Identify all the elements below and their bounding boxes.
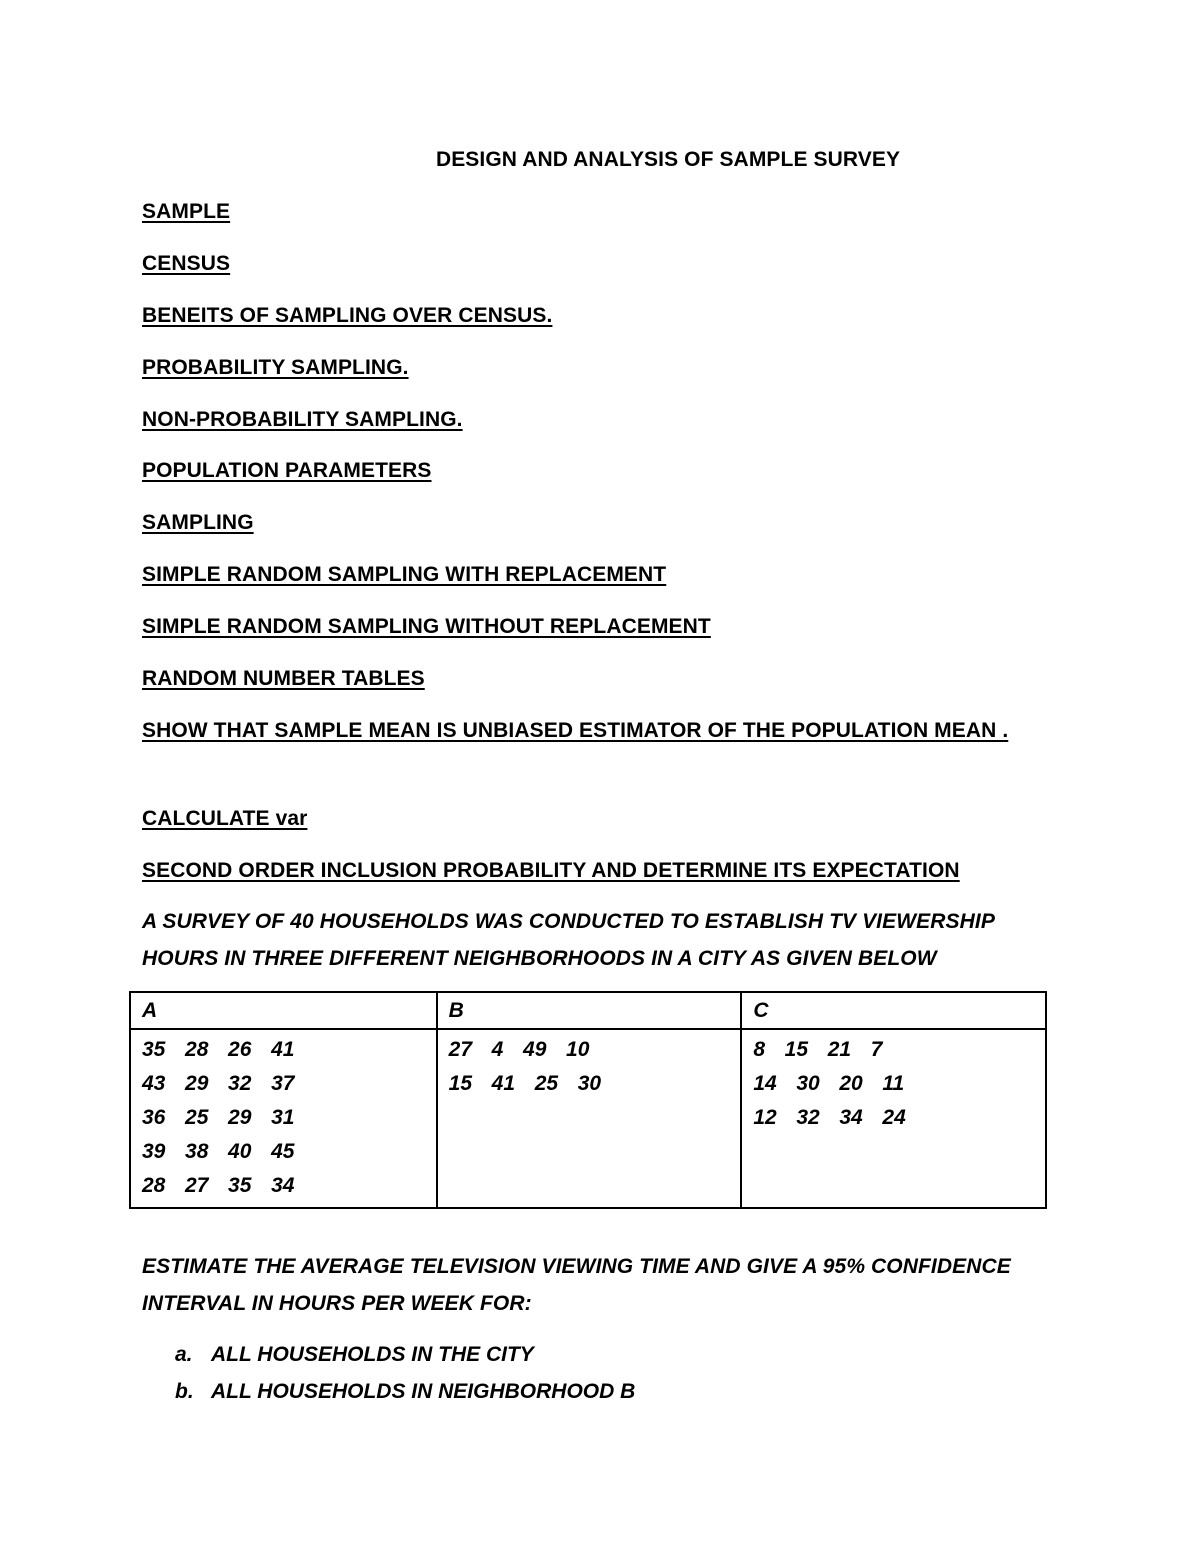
table-line: 27 4 49 10 (448, 1038, 590, 1061)
heading-probability-sampling: PROBABILITY SAMPLING. (142, 356, 409, 379)
heading-benefits: BENEITS OF SAMPLING OVER CENSUS. (142, 304, 553, 327)
list-marker: b. (175, 1380, 194, 1403)
table-cell-a (130, 1029, 437, 1208)
heading-srs-with-replacement: SIMPLE RANDOM SAMPLING WITH REPLACEMENT (142, 563, 667, 586)
table-line: 14 30 20 11 (753, 1072, 905, 1095)
table-header-row (130, 992, 1046, 1029)
table-header-b: B (437, 992, 742, 1029)
question-list (175, 1336, 635, 1410)
table-cell-c (741, 1029, 1046, 1208)
heading-srs-without-replacement: SIMPLE RANDOM SAMPLING WITHOUT REPLACEMENT (142, 615, 711, 638)
heading-census: CENSUS (142, 252, 231, 275)
list-item (175, 1373, 635, 1410)
list-item-text: ALL HOUSEHOLDS IN THE CITY (211, 1343, 534, 1366)
table-line: 15 41 25 30 (448, 1072, 602, 1095)
list-item-text: ALL HOUSEHOLDS IN NEIGHBORHOOD B (211, 1380, 636, 1403)
table-line: 36 25 29 31 (142, 1106, 295, 1129)
question-text: ESTIMATE THE AVERAGE TELEVISION VIEWING TIME AND GIVE A 95% CONFIDENCE INTERVAL IN HOURS PER WEEK FOR: (142, 1255, 1011, 1315)
table-header-c: C (741, 992, 1046, 1029)
table-line: 28 27 35 34 (142, 1174, 295, 1197)
viewership-table (129, 991, 1047, 1209)
heading-non-probability-sampling: NON-PROBABILITY SAMPLING. (142, 408, 463, 431)
heading-random-number-tables: RANDOM NUMBER TABLES (142, 667, 425, 690)
table-line: 12 32 34 24 (753, 1106, 906, 1129)
heading-sampling: SAMPLING (142, 511, 254, 534)
table-cell-b (437, 1029, 742, 1208)
heading-second-order-inclusion: SECOND ORDER INCLUSION PROBABILITY AND DETERMINE ITS EXPECTATION (142, 859, 960, 882)
table-header-a: A (130, 992, 437, 1029)
survey-description: A SURVEY OF 40 HOUSEHOLDS WAS CONDUCTED TO ESTABLISH TV VIEWERSHIP HOURS IN THREE DIFFERENT NEIGHBORHOODS IN A CITY AS GIVEN BELOW (142, 910, 995, 970)
heading-unbiased-estimator: SHOW THAT SAMPLE MEAN IS UNBIASED ESTIMATOR OF THE POPULATION MEAN . (142, 719, 1009, 742)
heading-calculate-var: CALCULATE var (142, 807, 308, 830)
document-title: DESIGN AND ANALYSIS OF SAMPLE SURVEY (435, 148, 901, 171)
table-line: 43 29 32 37 (142, 1072, 295, 1095)
list-marker: a. (175, 1343, 193, 1366)
heading-population-parameters: POPULATION PARAMETERS (142, 459, 432, 482)
table-row (130, 1029, 1046, 1208)
heading-sample: SAMPLE (142, 200, 231, 223)
list-item (175, 1336, 635, 1373)
table-line: 39 38 40 45 (142, 1140, 295, 1163)
table-line: 35 28 26 41 (142, 1038, 295, 1061)
table-line: 8 15 21 7 (753, 1038, 883, 1061)
